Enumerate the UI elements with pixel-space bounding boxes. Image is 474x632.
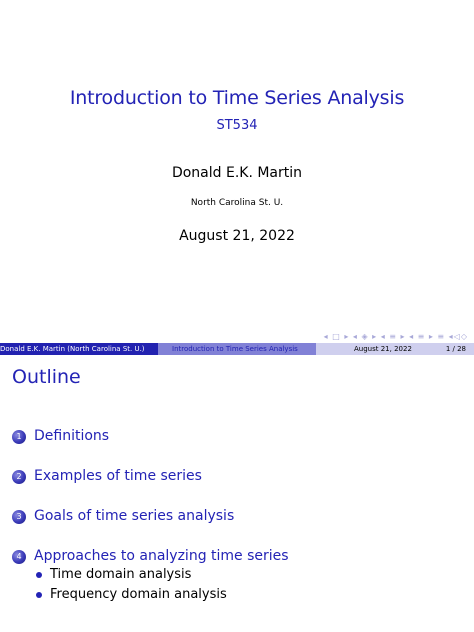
- footline-title: Introduction to Time Series Analysis: [158, 343, 316, 355]
- toc-item-label: Definitions: [34, 428, 110, 444]
- toc-item-label: Approaches to analyzing time series: [34, 548, 289, 564]
- presentation-title: Introduction to Time Series Analysis: [69, 87, 405, 109]
- toc-subitem-label: Time domain analysis: [50, 567, 192, 582]
- presentation-subtitle: ST534: [216, 118, 258, 133]
- footline-page-number: 1 / 28: [445, 345, 466, 353]
- section-number-ball: 4: [12, 550, 26, 564]
- toc-subitem-label: Frequency domain analysis: [50, 587, 227, 602]
- section-number-ball: 2: [12, 470, 26, 484]
- institute: North Carolina St. U.: [190, 198, 284, 208]
- presentation-date: August 21, 2022: [179, 228, 295, 244]
- slide-footline: [0, 343, 474, 355]
- footline-date: August 21, 2022: [354, 345, 412, 353]
- beamer-navigation-icons[interactable]: ◂ □ ▸ ◂ ◈ ▸ ◂ ≡ ▸ ◂ ≡ ▸ ≡ ◂◁◇: [323, 332, 468, 341]
- bullet-icon: [36, 592, 42, 598]
- outline-heading: Outline: [12, 366, 81, 388]
- section-number-ball: 1: [12, 430, 26, 444]
- bullet-icon: [36, 572, 42, 578]
- author-name: Donald E.K. Martin: [171, 165, 303, 181]
- toc-item-label: Examples of time series: [34, 468, 202, 484]
- toc-item-label: Goals of time series analysis: [34, 508, 235, 524]
- footline-date-section: [316, 343, 474, 355]
- footline-author: Donald E.K. Martin (North Carolina St. U.): [0, 343, 158, 355]
- section-number-ball: 3: [12, 510, 26, 524]
